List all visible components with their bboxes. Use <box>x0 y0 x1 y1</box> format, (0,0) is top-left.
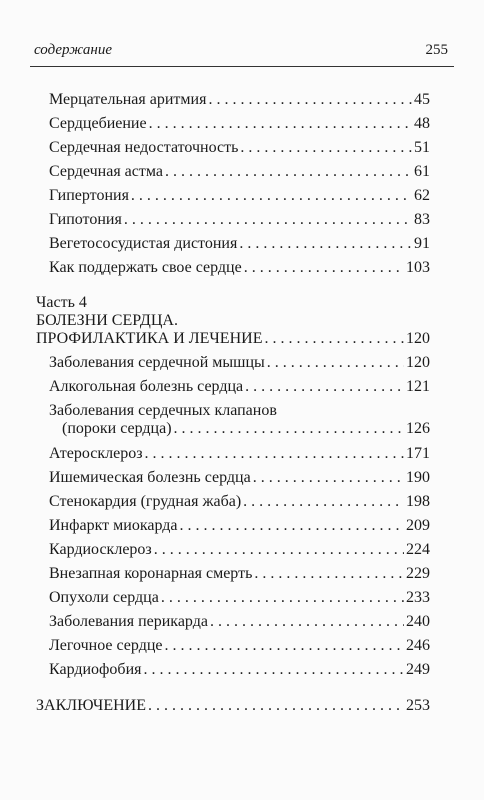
toc-entry[interactable] <box>49 444 430 464</box>
leader-dots <box>243 492 404 512</box>
toc-entry-page: 91 <box>414 235 430 252</box>
leader-dots <box>165 636 405 656</box>
toc-entry-page: 240 <box>406 613 430 630</box>
leader-dots <box>267 353 404 373</box>
toc-entry[interactable] <box>49 162 430 182</box>
toc-entry-title: Заболевания сердечной мышцы <box>49 354 265 371</box>
toc-entry[interactable] <box>49 210 430 230</box>
toc-entry-conclusion[interactable] <box>36 696 430 716</box>
toc-entry[interactable] <box>49 353 430 373</box>
toc-entry-title: Инфаркт миокарда <box>49 517 178 534</box>
running-header <box>34 42 448 59</box>
leader-dots <box>165 162 412 182</box>
toc-entry[interactable] <box>49 138 430 158</box>
leader-dots <box>208 90 412 110</box>
toc-entry[interactable] <box>49 612 430 632</box>
toc-entry-title: Сердечная астма <box>49 163 163 180</box>
toc-entry-title: Мерцательная аритмия <box>49 91 207 108</box>
toc-entry-title: Атеросклероз <box>49 445 143 462</box>
toc-entry-page: 61 <box>414 163 430 180</box>
toc-entry-title: Кардиосклероз <box>49 541 152 558</box>
toc-entry-page: 62 <box>414 187 430 204</box>
toc-entry-title: Как поддержать свое сердце <box>49 259 242 276</box>
leader-dots <box>254 564 404 584</box>
leader-dots <box>148 696 404 716</box>
leader-dots <box>240 138 412 158</box>
toc-entry[interactable] <box>49 516 430 536</box>
header-rule <box>30 66 454 67</box>
toc-entry-title: Опухоли сердца <box>49 589 159 606</box>
toc-entry-page: 48 <box>414 115 430 132</box>
toc-entry-page: 224 <box>406 541 430 558</box>
toc-entry[interactable] <box>49 114 430 134</box>
toc-entry-title: Легочное сердце <box>49 637 163 654</box>
leader-dots <box>174 419 404 439</box>
toc-entry-title: ЗАКЛЮЧЕНИЕ <box>36 697 146 714</box>
leader-dots <box>149 114 412 134</box>
toc-entry-title: (пороки сердца) <box>62 420 172 437</box>
leader-dots <box>145 444 404 464</box>
toc-entry-page: 198 <box>406 493 430 510</box>
toc-entry-title: Сердечная недостаточность <box>49 139 239 156</box>
toc-entry[interactable] <box>49 636 430 656</box>
leader-dots <box>210 612 404 632</box>
toc-entry-page: 126 <box>406 420 430 437</box>
part-heading-entry[interactable] <box>36 329 430 349</box>
toc-entry-page: 253 <box>406 697 430 714</box>
toc-entry-title: Внезапная коронарная смерть <box>49 565 253 582</box>
toc-entry-title: Заболевания перикарда <box>49 613 208 630</box>
leader-dots <box>245 377 404 397</box>
toc-entry[interactable] <box>49 564 430 584</box>
toc-entry-page: 190 <box>406 469 430 486</box>
leader-dots <box>154 540 404 560</box>
toc-entry[interactable] <box>49 258 430 278</box>
toc-entry-page: 51 <box>414 139 430 156</box>
leader-dots <box>161 588 404 608</box>
toc-entry-title: Сердцебиение <box>49 115 147 132</box>
toc-entry[interactable] <box>49 377 430 397</box>
toc-entry[interactable] <box>62 419 430 439</box>
toc-entry-page: 103 <box>406 259 430 276</box>
toc-entry-page: 120 <box>406 354 430 371</box>
toc-entry-page: 171 <box>406 445 430 462</box>
toc-entry-page: 233 <box>406 589 430 606</box>
toc-entry-page: 83 <box>414 211 430 228</box>
leader-dots <box>143 660 404 680</box>
toc-entry[interactable] <box>49 588 430 608</box>
running-header-title: содержание <box>34 42 112 58</box>
leader-dots <box>131 186 412 206</box>
toc-entry[interactable] <box>49 186 430 206</box>
toc-entry-title: Гипертония <box>49 187 129 204</box>
leader-dots <box>244 258 404 278</box>
leader-dots <box>264 329 404 349</box>
toc-entry[interactable] <box>49 468 430 488</box>
toc-entry[interactable] <box>49 660 430 680</box>
toc-entry-title: Ишемическая болезнь сердца <box>49 469 251 486</box>
leader-dots <box>124 210 412 230</box>
leader-dots <box>239 234 412 254</box>
toc-entry-title: Алкогольная болезнь сердца <box>49 378 244 395</box>
toc-entry-title: Кардиофобия <box>49 661 142 678</box>
leader-dots <box>180 516 405 536</box>
toc-entry-page: 246 <box>406 637 430 654</box>
toc-entry[interactable] <box>49 492 430 512</box>
toc-entry-title: Стенокардия (грудная жаба) <box>49 493 242 510</box>
page-number: 255 <box>425 42 448 58</box>
part-title: БОЛЕЗНИ СЕРДЦА. <box>36 312 178 329</box>
toc-entry-title: Гипотония <box>49 211 122 228</box>
toc-entry-page: 249 <box>406 661 430 678</box>
toc-entry[interactable] <box>49 90 430 110</box>
toc-entry-title[interactable]: Заболевания сердечных клапанов <box>49 402 277 419</box>
toc-entry-page: 121 <box>406 378 430 395</box>
part-heading-title: ПРОФИЛАКТИКА И ЛЕЧЕНИЕ <box>36 330 263 347</box>
toc-entry-title: Вегетососудистая дистония <box>49 235 238 252</box>
toc-entry[interactable] <box>49 234 430 254</box>
toc-entry-page: 45 <box>414 91 430 108</box>
toc-entry-page: 229 <box>406 565 430 582</box>
part-label: Часть 4 <box>36 294 87 311</box>
leader-dots <box>253 468 404 488</box>
part-heading-page: 120 <box>406 330 430 347</box>
toc-entry[interactable] <box>49 540 430 560</box>
toc-entry-page: 209 <box>406 517 430 534</box>
